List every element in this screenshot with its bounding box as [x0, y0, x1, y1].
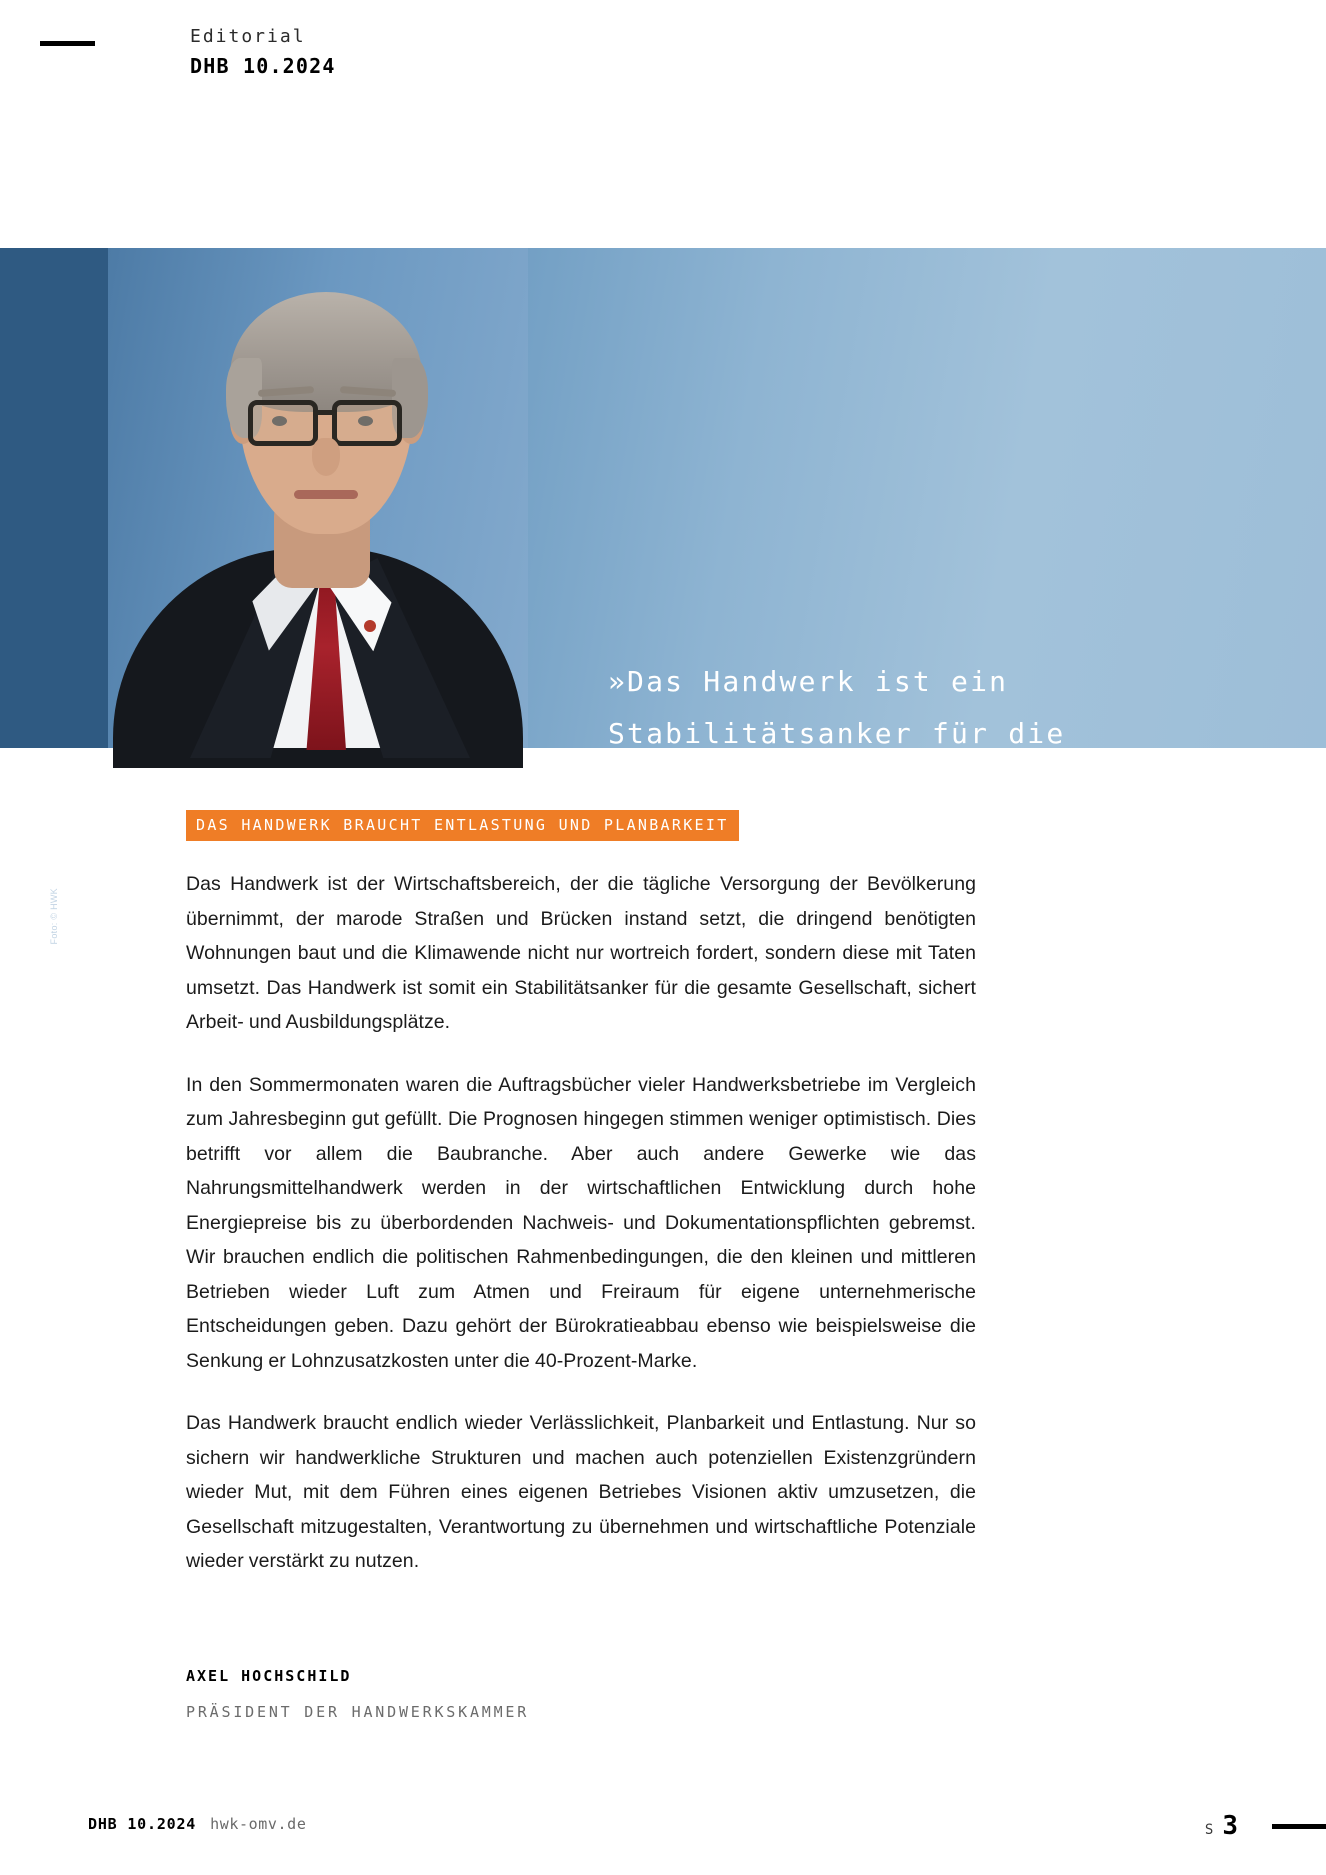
header-issue: DHB 10.2024	[190, 54, 336, 78]
header-rule-marker	[40, 41, 95, 46]
article-paragraph: In den Sommermonaten waren die Auftragsbücher vieler Handwerksbetriebe im Vergleich zum Jahresbeginn gut gefüllt. Die Prognosen hingegen stimmen weniger optimistisch. Dies betrifft vor allem die Baubranche. Aber auch andere Gewerke wie das Nahrungsmittelhandwerk werden in der wirtschaftlichen Entwicklung durch hohe Energiepreise bis zu überbordenden Nachweis- und Dokumentationspflichten gebremst. Wir brauchen endlich die politischen Rahmenbedingungen, die den kleinen und mittleren Betrieben wieder Luft zum Atmen und Freiraum für eigene unternehmerische Entscheidungen geben. Dazu gehört der Bürokratieabbau ebenso wie beispielsweise die Senkung er Lohnzusatzkosten unter die 40-Prozent-Marke.	[186, 1073, 976, 1372]
header-kicker: Editorial	[190, 26, 306, 47]
footer-rule-marker	[1272, 1824, 1326, 1829]
article-paragraphs	[186, 867, 976, 1579]
author-name: AXEL HOCHSCHILD	[186, 1667, 352, 1685]
footer-url[interactable]: hwk-omv.de	[210, 1815, 307, 1833]
page-footer	[0, 1755, 1326, 1875]
pull-quote-line-3: gesamte Gesellschaft.«	[608, 769, 1028, 802]
page-number: 3	[1222, 1811, 1238, 1841]
photo-credit-strip	[0, 248, 108, 748]
author-role: PRÄSIDENT DER HANDWERKSKAMMER	[186, 1703, 530, 1721]
article-headline: DAS HANDWERK BRAUCHT ENTLASTUNG UND PLANBARKEIT	[186, 810, 739, 841]
portrait-glasses-bridge	[318, 410, 332, 415]
article-paragraph: Das Handwerk ist der Wirtschaftsbereich, der die tägliche Versorgung der Bevölkerung übernimmt, der marode Straßen und Brücken instand setzt, die dringend benötigten Wohnungen baut und die Klimawende nicht nur wortreich fordert, sondern diese mit Taten umsetzt. Das Handwerk ist somit ein Stabilitätsanker für die gesamte Gesellschaft, sichert Arbeit- und Ausbildungsplätze.	[186, 873, 976, 1033]
article-body	[186, 810, 976, 1579]
article-paragraph: Das Handwerk braucht endlich wieder Verlässlichkeit, Planbarkeit und Entlastung. Nur so sichern wir handwerkliche Strukturen und machen auch potenziellen Existenzgründern wieder Mut, mit dem Führen eines eigenen Betriebes Visionen aktiv umzusetzen, die Gesellschaft mitzugestalten, Verantwortung zu übernehmen und wirtschaftliche Potenziale wieder verstärkt zu nutzen.	[186, 1412, 976, 1572]
pull-quote-line-2: Stabilitätsanker für die	[608, 717, 1066, 750]
portrait-nose	[312, 438, 340, 476]
portrait-mouth	[294, 490, 358, 499]
pull-quote-line-1: »Das Handwerk ist ein	[608, 665, 1009, 698]
page-number-group	[1205, 1813, 1238, 1839]
header-text-group	[190, 24, 336, 80]
pull-quote	[608, 656, 1168, 812]
page-header	[0, 0, 1326, 210]
photo-credit-label: Foto: © HWK	[49, 888, 59, 945]
page-number-prefix: S	[1204, 1822, 1214, 1838]
portrait-glasses-left-lens	[248, 400, 318, 446]
footer-issue: DHB 10.2024	[88, 1815, 197, 1833]
portrait-photo	[108, 248, 528, 748]
portrait-glasses-right-lens	[332, 400, 402, 446]
portrait-lapel-pin	[364, 620, 376, 632]
author-signature	[186, 1666, 529, 1722]
footer-left-group	[88, 1815, 306, 1833]
